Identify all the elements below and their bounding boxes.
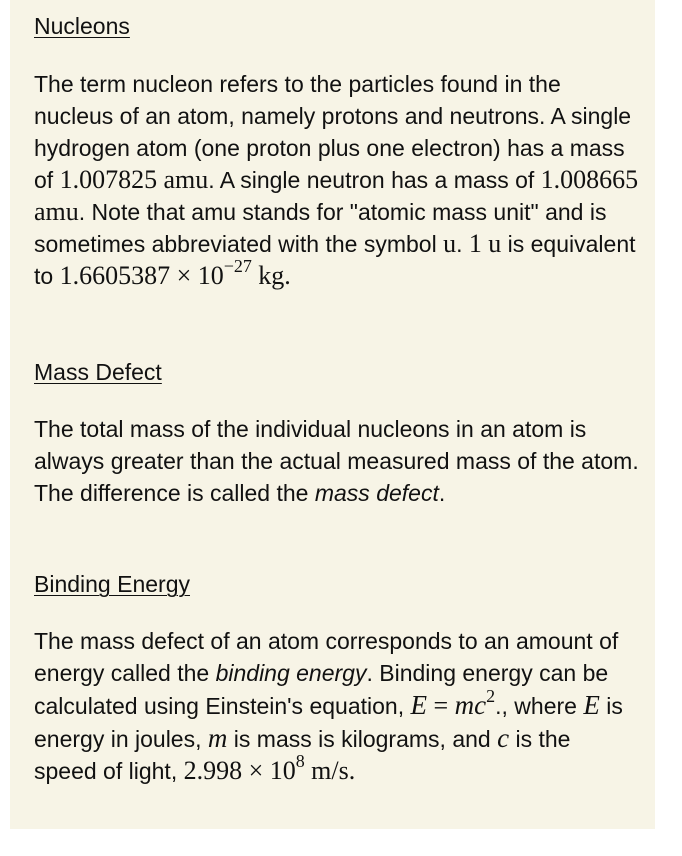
one-u-number: 1 xyxy=(468,229,482,258)
heading-mass-defect: Mass Defect xyxy=(34,359,162,385)
speed-of-light-value: 2.998 × 10 xyxy=(183,756,296,785)
equation-exponent: 2 xyxy=(486,686,496,706)
variable-e: E xyxy=(583,690,600,720)
neutron-mass: 1.008665 xyxy=(540,165,639,194)
text: . xyxy=(456,231,469,257)
equation-lhs: E xyxy=(410,690,427,720)
equation-sign: = xyxy=(426,691,455,720)
text: is mass is kilograms, and xyxy=(227,726,498,752)
text: . xyxy=(438,480,446,506)
text: . xyxy=(348,756,356,785)
text: ., where xyxy=(495,693,584,719)
term-mass-defect: mass defect xyxy=(314,480,439,506)
amu-unit-kg: kg xyxy=(258,261,285,290)
one-u-symbol: u xyxy=(488,229,502,258)
term-binding-energy: binding energy xyxy=(215,660,367,686)
heading-binding-energy: Binding Energy xyxy=(34,571,190,597)
unit-amu: amu xyxy=(34,197,79,226)
text: . xyxy=(284,261,291,290)
text: . A single neutron has a mass of xyxy=(208,167,541,193)
equation-rhs: mc xyxy=(454,690,487,720)
content-panel xyxy=(10,0,655,829)
amu-value: 1.6605387 × 10 xyxy=(59,261,224,290)
hydrogen-mass: 1.007825 xyxy=(59,165,158,194)
variable-c: c xyxy=(497,723,510,753)
symbol-u: u xyxy=(443,229,457,258)
text: is energy in joules, xyxy=(34,693,623,752)
text: . Binding energy can be calculated using Einstein's equation, xyxy=(34,660,609,719)
text: is equivalent to xyxy=(34,231,636,289)
text: The term nucleon refers to the particles found in the nucleus of an atom, namely protons and neutrons. A single hydrogen atom (one proton plus one electron) has a mass of xyxy=(34,71,632,193)
unit-amu: amu xyxy=(163,165,209,194)
text: is the speed of light, xyxy=(34,726,571,784)
paragraph-mass-defect xyxy=(34,413,639,509)
text: The mass defect of an atom corresponds to an amount of energy called the xyxy=(34,628,619,686)
speed-of-light-unit: m/s xyxy=(311,756,349,785)
amu-exponent: −27 xyxy=(223,256,252,276)
variable-m: m xyxy=(207,723,228,753)
paragraph-nucleons xyxy=(34,68,639,292)
text: The total mass of the individual nucleons in an atom is always greater than the actual measured mass of the atom. The difference is called the xyxy=(34,416,639,506)
heading-nucleons: Nucleons xyxy=(34,13,130,39)
speed-of-light-exponent: 8 xyxy=(295,751,305,771)
paragraph-binding-energy xyxy=(34,625,639,787)
text: . Note that amu stands for "atomic mass unit" and is sometimes abbreviated with the symbol xyxy=(34,199,607,257)
